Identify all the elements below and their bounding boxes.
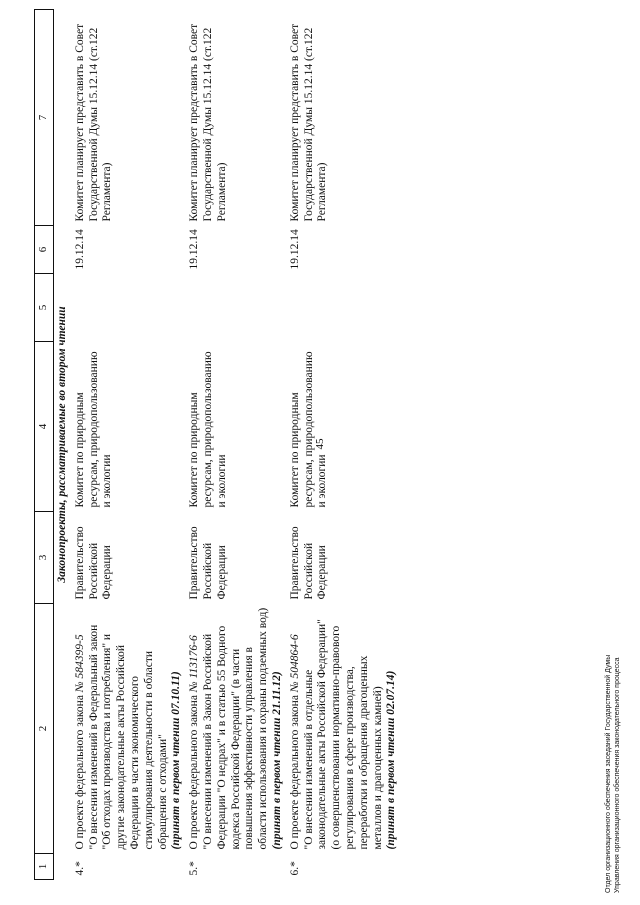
header-cell: 3 [35, 512, 54, 604]
decision-cell: Комитет планирует представить в Совет Государственной Думы 15.12.14 (ст.122 Регламента) [188, 23, 228, 222]
footer-line: Управления организационного обеспечения законодательного процесса [614, 657, 622, 893]
bill-number: № 113176-6 [188, 635, 201, 693]
bill-reading-note: (принят в первом чтении 07.10.11) [170, 671, 183, 850]
table-row [72, 10, 186, 880]
row-number: 5.* [188, 861, 201, 876]
date-cell: 19.12.14 [73, 229, 86, 270]
table-row [287, 10, 401, 880]
header-cell: 6 [35, 226, 54, 274]
table-row [186, 10, 287, 880]
committee-cell: Комитет по природным ресурсам, природопользованию и экологии [288, 351, 329, 508]
header-row [35, 10, 54, 880]
section-row [54, 10, 72, 880]
footer [604, 593, 622, 893]
author-cell: Правительство Российской Федерации [188, 526, 228, 600]
column-5-cell [186, 274, 287, 342]
column-5-cell [72, 274, 186, 342]
row-number: 4.* [73, 861, 86, 876]
section-title: Законопроекты, рассматриваемые во втором чтении [56, 306, 68, 583]
header-cell: 2 [35, 604, 54, 854]
page-number: 45 [314, 438, 326, 450]
author-cell: Правительство Российской Федерации [288, 526, 329, 600]
bill-cell [186, 604, 287, 854]
bill-number: № 584399-5 [73, 634, 86, 693]
bill-cell [72, 604, 186, 854]
header-cell: 1 [35, 854, 54, 880]
agenda-sheet [34, 10, 609, 880]
date-cell: 19.12.14 [188, 229, 201, 270]
header-cell: 5 [35, 274, 54, 342]
bill-title: "О внесении изменений в Закон Российской Федерации "О недрах" и в статью 55 Водного кодекса Российской Федерации" (в части повышения эффективности управления в области использования и охраны подземных вод) [201, 607, 270, 850]
column-5-cell [287, 274, 401, 342]
bill-title: "О внесении изменений в отдельные законодательные акты Российской Федерации" (о совершенствовании нормативно-правового регулирования в сфере производства, переработки и обращения драгоценных металлов и драгоценных камней) [302, 619, 384, 850]
bill-prefix: О проекте федерального закона [188, 692, 201, 850]
committee-cell: Комитет по природным ресурсам, природопользованию и экологии [73, 351, 114, 508]
footer-line: Отдел организационного обеспечения заседаний Государственной Думы [605, 654, 612, 893]
bill-cell [287, 604, 401, 854]
bill-title: "О внесении изменений в Федеральный закон "Об отходах производства и потребления" и другие законодательные акты Российской Федерации в части экономического стимулирования деятельности в области обращения с отходами" [87, 624, 169, 850]
header-cell: 7 [35, 10, 54, 226]
bill-reading-note: (принят в первом чтении 02.07.14) [385, 670, 398, 850]
header-cell: 4 [35, 342, 54, 512]
bill-prefix: О проекте федерального закона [73, 692, 86, 850]
row-number: 6.* [288, 861, 301, 876]
date-cell: 19.12.14 [288, 229, 301, 270]
decision-cell: Комитет планирует представить в Совет Государственной Думы 15.12.14 (ст.122 Регламента) [288, 23, 329, 222]
bill-prefix: О проекте федерального закона [288, 692, 301, 850]
decision-cell: Комитет планирует представить в Совет Государственной Думы 15.12.14 (ст.122 Регламента) [73, 23, 114, 222]
agenda-table [34, 9, 401, 880]
bill-reading-note: (принят в первом чтении 21.11.12) [270, 671, 283, 850]
bill-number: № 504864-6 [288, 634, 301, 693]
committee-cell: Комитет по природным ресурсам, природопользованию и экологии [188, 351, 228, 508]
author-cell: Правительство Российской Федерации [73, 526, 114, 600]
